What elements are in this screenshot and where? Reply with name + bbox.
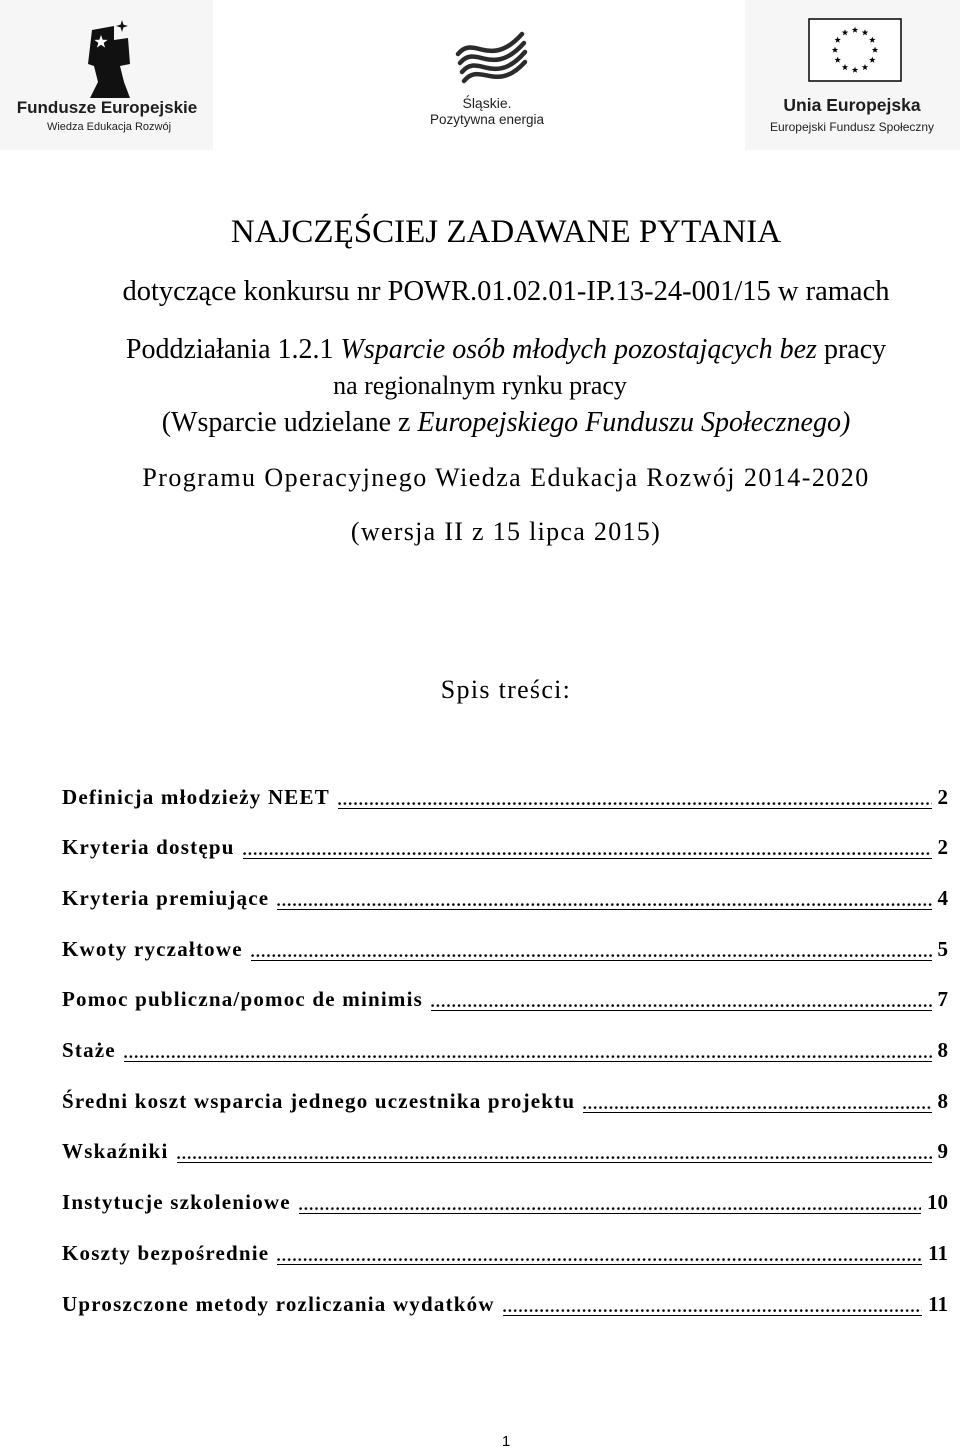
eu-flag-icon — [808, 18, 902, 82]
toc-entry-title[interactable]: Kryteria premiujące — [62, 886, 270, 911]
toc-entry[interactable] — [62, 822, 948, 873]
support-line — [53, 405, 959, 441]
logo-center-name: Śląskie. — [462, 95, 512, 111]
logo-center-tagline: Pozytywna energia — [429, 112, 545, 127]
toc-entry-page[interactable]: 5 — [937, 936, 948, 961]
logo-right-tagline: Europejski Fundusz Społeczny — [769, 120, 935, 134]
toc-entry-page[interactable]: 11 — [928, 1291, 948, 1316]
toc-leader — [431, 974, 932, 1025]
toc-entry-title[interactable]: Staże — [62, 1038, 116, 1063]
toc-entry-page[interactable]: 2 — [937, 835, 948, 860]
toc-entry-page[interactable]: 7 — [937, 987, 948, 1012]
toc-leader — [243, 822, 932, 873]
toc-entry[interactable] — [62, 1126, 948, 1177]
toc-entry[interactable] — [62, 873, 948, 924]
toc-leader — [299, 1177, 921, 1228]
toc-heading: Spis treści: — [440, 675, 572, 704]
measure-name: Wsparcie osób młodych pozostających bez — [340, 334, 817, 365]
toc-entry-page[interactable]: 2 — [937, 784, 948, 809]
toc-leader — [177, 1126, 932, 1177]
fundusze-europejskie-emblem-icon — [84, 20, 134, 100]
toc-entry[interactable] — [62, 772, 948, 823]
toc-leader — [583, 1076, 931, 1127]
toc-entry[interactable] — [62, 1025, 948, 1076]
support-lead: (Wsparcie udzielane z — [161, 407, 411, 438]
toc-entry-title[interactable]: Koszty bezpośrednie — [62, 1240, 270, 1265]
version-line: (wersja II z 15 lipca 2015) — [350, 517, 662, 546]
page-title: NAJCZĘŚCIEJ ZADAWANE PYTANIA — [230, 214, 782, 250]
toc-entry-page[interactable]: 10 — [927, 1190, 948, 1215]
toc-leader — [277, 1228, 922, 1279]
emblem-figure — [88, 26, 130, 98]
toc-entry-page[interactable]: 11 — [928, 1240, 948, 1265]
toc-entry-page[interactable]: 4 — [937, 886, 948, 911]
toc-entry-page[interactable]: 8 — [937, 1088, 948, 1113]
emblem-small-star-icon — [116, 20, 128, 32]
toc-leader — [503, 1279, 922, 1330]
toc-entry-title[interactable]: Kwoty ryczałtowe — [62, 936, 243, 961]
toc-entry-page[interactable]: 9 — [937, 1139, 948, 1164]
toc-leader — [251, 924, 932, 975]
contest-line: dotyczące konkursu nr POWR.01.02.01-IP.13-24-001/15 w ramach — [122, 276, 890, 307]
toc-entry[interactable] — [62, 924, 948, 975]
programme-line: Programu Operacyjnego Wiedza Edukacja Rozwój 2014-2020 — [142, 463, 870, 492]
toc-entry[interactable] — [62, 974, 948, 1025]
toc-entry-title[interactable]: Instytucje szkoleniowe — [62, 1190, 291, 1215]
measure-tail: pracy — [823, 334, 887, 365]
logo-right-name: Unia Europejska — [783, 95, 921, 115]
toc-entry-title[interactable]: Pomoc publiczna/pomoc de minimis — [62, 987, 423, 1012]
logo-left-tagline: Wiedza Edukacja Rozwój — [46, 121, 172, 133]
toc-entry-title[interactable]: Wskaźniki — [62, 1139, 169, 1164]
toc-entry-title[interactable]: Uproszczone metody rozliczania wydatków — [62, 1291, 495, 1316]
toc-entry[interactable] — [62, 1177, 948, 1228]
toc-list — [62, 772, 948, 1330]
toc-entry-title[interactable]: Średni koszt wsparcia jednego uczestnika projektu — [62, 1088, 576, 1113]
slaskie-waves-icon — [452, 28, 528, 100]
support-fund: Europejskiego Funduszu Społecznego) — [417, 407, 851, 438]
toc-entry-title[interactable]: Kryteria dostępu — [62, 835, 235, 860]
page-number: 1 — [501, 1433, 511, 1450]
toc-leader — [124, 1025, 932, 1076]
toc-entry[interactable] — [62, 1228, 948, 1279]
measure-number: Poddziałania 1.2.1 — [125, 334, 334, 365]
toc-leader — [338, 772, 932, 823]
toc-entry[interactable] — [62, 1076, 948, 1127]
market-line: na regionalnym rynku pracy — [333, 371, 627, 400]
toc-entry-title[interactable]: Definicja młodzieży NEET — [62, 784, 330, 809]
toc-leader — [277, 873, 931, 924]
logo-left-name: Fundusze Europejskie — [16, 98, 198, 117]
toc-entry-page[interactable]: 8 — [937, 1038, 948, 1063]
toc-entry[interactable] — [62, 1279, 948, 1330]
measure-line — [53, 332, 959, 368]
